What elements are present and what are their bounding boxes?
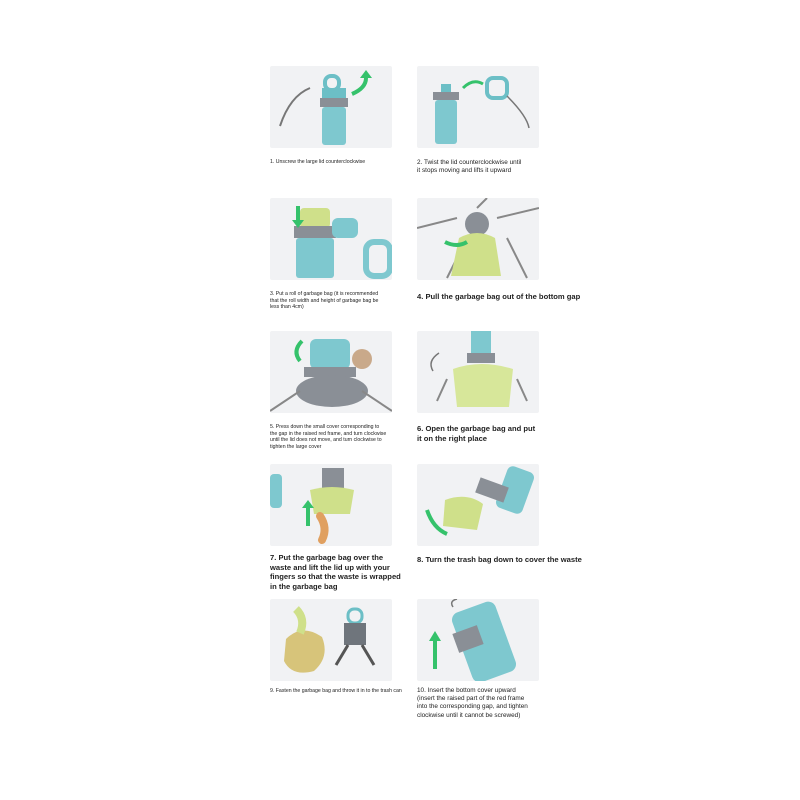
step-9-photo [270, 599, 392, 681]
step-6-photo [417, 331, 539, 413]
step-5-caption: 5. Press down the small cover corresponding to the gap in the raised red frame, and turn clockwise until the lid does not move, and turn clockwise to tighten the large cover [270, 424, 387, 450]
step-8-photo [417, 464, 539, 546]
open-bag-illustration [417, 331, 539, 413]
wrap-waste-illustration [270, 464, 392, 546]
step-7-photo [270, 464, 392, 546]
unscrew-lid-illustration [270, 66, 392, 148]
step-3-caption: 3. Put a roll of garbage bag (it is recommended that the roll width and height of garbage bag be less than 4cm) [270, 291, 379, 311]
step-3-photo [270, 198, 392, 280]
step-10-caption: 10. Insert the bottom cover upward (insert the raised part of the red frame into the corresponding gap, and tighten clockwise until it cannot be screwed) [417, 687, 528, 719]
insert-bottom-cover-illustration [417, 599, 539, 681]
insert-roll-illustration [270, 198, 392, 280]
step-6-caption: 6. Open the garbage bag and put it on the right place [417, 424, 536, 443]
step-4-caption: 4. Pull the garbage bag out of the bottom gap [417, 292, 581, 301]
pull-bag-illustration [417, 198, 539, 280]
fasten-bag-illustration [270, 599, 392, 681]
step-8-caption: 8. Turn the trash bag down to cover the waste [417, 555, 582, 564]
step-4-photo [417, 198, 539, 280]
lift-lid-illustration [417, 66, 539, 148]
step-5-photo [270, 331, 392, 413]
step-2-caption: 2. Twist the lid counterclockwise until it stops moving and lifts it upward [417, 159, 522, 175]
press-cover-illustration [270, 331, 392, 413]
step-1-caption: 1. Unscrew the large lid counterclockwise [270, 159, 366, 165]
step-2-photo [417, 66, 539, 148]
step-9-caption: 9. Fasten the garbage bag and throw it in to the trash can [270, 688, 402, 694]
turn-bag-illustration [417, 464, 539, 546]
step-7-caption: 7. Put the garbage bag over the waste and lift the lid up with your fingers so that the waste is wrapped in the garbage bag [270, 553, 401, 592]
step-10-photo [417, 599, 539, 681]
step-1-photo [270, 66, 392, 148]
